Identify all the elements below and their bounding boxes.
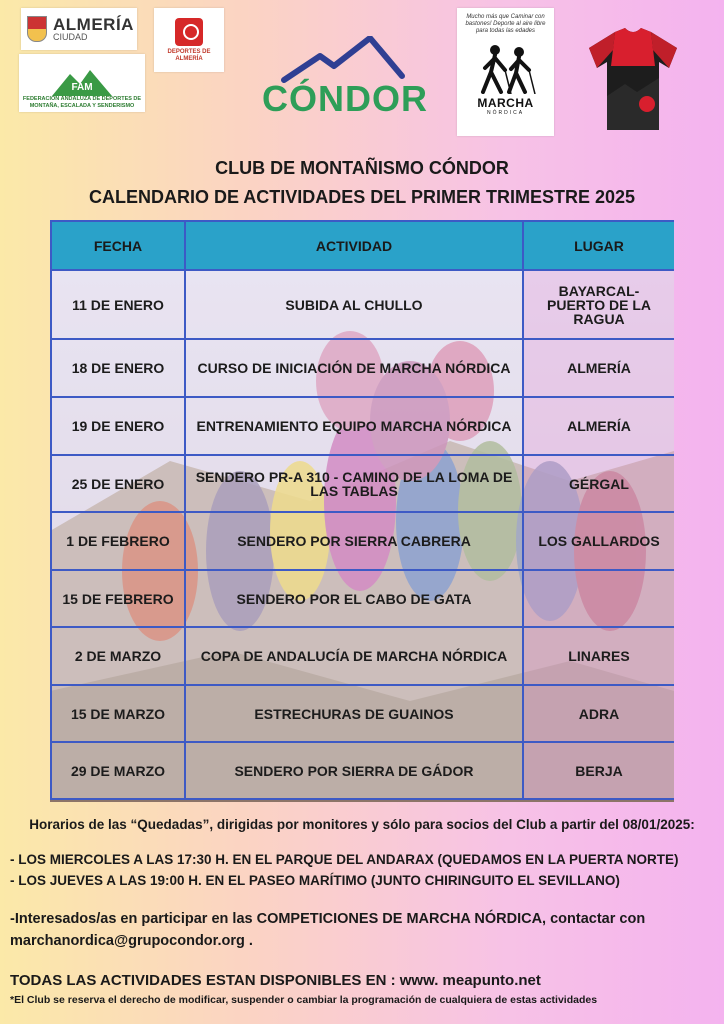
footer-availability: TODAS LAS ACTIVIDADES ESTAN DISPONIBLES EN : www. meapunto.net	[10, 972, 541, 989]
horarios-note: Horarios de las “Quedadas”, dirigidas por monitores y sólo para socios del Club a partir del 08/01/2025:	[29, 817, 695, 832]
schedule-table-container	[50, 220, 674, 802]
table-row	[51, 270, 674, 339]
svg-text:FAM: FAM	[71, 82, 93, 94]
schedule-table	[50, 220, 674, 800]
table-row	[51, 455, 674, 512]
miercoles-note: - LOS MIERCOLES A LAS 17:30 H. EN EL PARQUE DEL ANDARAX (QUEDAMOS EN LA PUERTA NORTE)	[10, 852, 679, 867]
marcha-slogan: Mucho más que Caminar con bastones! Deporte al aire libre para todas las edades	[465, 14, 546, 35]
almeria-shield-icon	[27, 16, 47, 42]
marcha-sub: NÓRDICA	[486, 109, 525, 116]
page-subtitle: CALENDARIO DE ACTIVIDADES DEL PRIMER TRIMESTRE 2025	[88, 187, 636, 207]
cell-fecha: 15 DE FEBRERO	[51, 570, 185, 627]
cell-lugar: GÉRGAL	[523, 455, 674, 512]
cell-fecha: 15 DE MARZO	[51, 685, 185, 742]
header-lugar: LUGAR	[523, 221, 674, 270]
table-row	[51, 627, 674, 685]
condor-club-logo	[262, 36, 428, 120]
cell-fecha: 19 DE ENERO	[51, 397, 185, 455]
table-row	[51, 685, 674, 742]
deportes-mark-icon	[175, 18, 203, 46]
cell-actividad: SUBIDA AL CHULLO	[185, 270, 523, 339]
cell-fecha: 11 DE ENERO	[51, 270, 185, 339]
deportes-logo-label: DEPORTES DE ALMERÍA	[167, 48, 211, 62]
header-fecha: FECHA	[51, 221, 185, 270]
cell-actividad: SENDERO PR-A 310 - CAMINO DE LA LOMA DE LAS TABLAS	[185, 455, 523, 512]
jueves-note: - LOS JUEVES A LAS 19:00 H. EN EL PASEO MARÍTIMO (JUNTO CHIRINGUITO EL SEVILLANO)	[10, 873, 620, 888]
deportes-almeria-logo	[154, 8, 224, 72]
disclaimer-note: *El Club se reserva el derecho de modificar, suspender o cambiar la programación de cualquiera de estas actividades	[10, 994, 598, 1006]
table-header-row	[51, 221, 674, 270]
condor-logo-word: CÓNDOR	[262, 78, 428, 119]
cell-fecha: 2 DE MARZO	[51, 627, 185, 685]
fam-federation-logo	[19, 54, 145, 112]
fam-logo-label: FEDERACIÓN ANDALUZA DE DEPORTES DE MONTAÑA, ESCALADA Y SENDERISMO	[22, 96, 142, 109]
fam-mountain-icon	[52, 68, 112, 96]
cell-lugar	[523, 570, 674, 627]
cell-actividad: CURSO DE INICIACIÓN DE MARCHA NÓRDICA	[185, 339, 523, 397]
cell-lugar: LINARES	[523, 627, 674, 685]
table-row	[51, 742, 674, 799]
interesados-note: -Interesados/as en participar en las COMPETICIONES DE MARCHA NÓRDICA, contactar con	[10, 911, 646, 927]
cell-actividad: SENDERO POR SIERRA DE GÁDOR	[185, 742, 523, 799]
cell-actividad: ENTRENAMIENTO EQUIPO MARCHA NÓRDICA	[185, 397, 523, 455]
cell-fecha: 29 DE MARZO	[51, 742, 185, 799]
cell-actividad: ESTRECHURAS DE GUAINOS	[185, 685, 523, 742]
almeria-logo-subtitle: CIUDAD	[53, 32, 88, 42]
cell-lugar: ALMERÍA	[523, 397, 674, 455]
cell-lugar: ADRA	[523, 685, 674, 742]
cell-actividad: SENDERO POR SIERRA CABRERA	[185, 512, 523, 570]
cell-lugar: BERJA	[523, 742, 674, 799]
contact-email-link[interactable]: marchanordica@grupocondor.org .	[10, 933, 253, 949]
cell-actividad: COPA DE ANDALUCÍA DE MARCHA NÓRDICA	[185, 627, 523, 685]
page-title: CLUB DE MONTAÑISMO CÓNDOR	[215, 158, 509, 178]
marcha-brand: MARCHA	[477, 95, 534, 110]
cell-lugar: ALMERÍA	[523, 339, 674, 397]
header-actividad: ACTIVIDAD	[185, 221, 523, 270]
cell-fecha: 1 DE FEBRERO	[51, 512, 185, 570]
table-row	[51, 512, 674, 570]
table-row	[51, 339, 674, 397]
cell-actividad: SENDERO POR EL CABO DE GATA	[185, 570, 523, 627]
marcha-nordica-poster	[457, 8, 554, 136]
table-row	[51, 397, 674, 455]
cell-fecha: 25 DE ENERO	[51, 455, 185, 512]
almeria-logo-title: ALMERÍA	[53, 15, 134, 34]
cell-lugar: BAYARCAL-PUERTO DE LA RAGUA	[523, 270, 674, 339]
table-row	[51, 570, 674, 627]
cell-fecha: 18 DE ENERO	[51, 339, 185, 397]
cell-lugar: LOS GALLARDOS	[523, 512, 674, 570]
nordic-walkers-icon	[471, 42, 541, 94]
club-shirt-image	[585, 26, 681, 134]
almeria-ciudad-logo	[21, 8, 137, 50]
